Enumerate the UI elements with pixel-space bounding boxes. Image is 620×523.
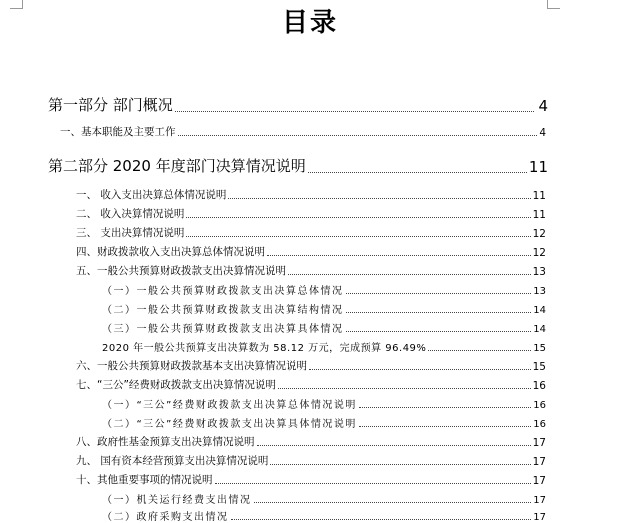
toc-page-number: 17 <box>532 456 546 468</box>
leader-dots <box>254 502 532 503</box>
leader-dots <box>288 274 531 275</box>
leader-dots <box>228 198 530 199</box>
toc-page-number: 15 <box>533 343 546 354</box>
toc-entry-part2[interactable] <box>48 156 548 176</box>
toc-entry[interactable] <box>76 205 546 221</box>
leader-dots <box>359 426 531 427</box>
toc-entry-label: 第一部分 部门概况 <box>48 96 173 114</box>
toc-entry[interactable] <box>60 123 546 139</box>
toc-page-number: 12 <box>532 247 546 259</box>
toc-page-number: 17 <box>533 512 546 523</box>
leader-dots <box>346 331 532 332</box>
toc-entry-label: 二、 收入决算情况说明 <box>76 208 185 220</box>
toc-subentry[interactable] <box>102 414 546 430</box>
leader-dots <box>346 293 532 294</box>
toc-entry-part1[interactable] <box>48 95 548 115</box>
leader-dots <box>186 217 530 218</box>
toc-page-number: 11 <box>528 158 548 176</box>
leader-dots <box>428 350 531 351</box>
toc-page-number: 16 <box>532 380 546 392</box>
toc-entry-label: 十、其他重要事项的情况说明 <box>76 474 213 486</box>
toc-page-number: 15 <box>532 361 546 373</box>
toc-subentry[interactable] <box>102 300 546 316</box>
toc-entry[interactable] <box>76 357 546 373</box>
toc-page-number: 13 <box>532 266 546 278</box>
toc-entry[interactable] <box>76 186 546 202</box>
toc-entry[interactable] <box>76 243 546 259</box>
toc-page-number: 17 <box>532 475 546 487</box>
toc-entry-label: （一）机关运行经费支出情况 <box>102 495 252 506</box>
toc-entry-label: 三、 支出决算情况说明 <box>76 227 185 239</box>
toc-entry-label: 六、一般公共预算财政拨款基本支出决算情况说明 <box>76 360 307 372</box>
toc-entry[interactable] <box>76 262 546 278</box>
toc-entry[interactable] <box>76 376 546 392</box>
toc-subentry[interactable] <box>102 395 546 411</box>
toc-entry-label: 一、 收入支出决算总体情况说明 <box>76 189 227 201</box>
toc-entry[interactable] <box>76 452 546 468</box>
toc-entry-label: 九、 国有资本经营预算支出决算情况说明 <box>76 455 269 467</box>
toc-entry-label: （二）一般公共预算财政拨款支出决算结构情况 <box>102 305 344 316</box>
toc-page-number: 16 <box>533 419 546 430</box>
toc-entry-label: （一）“三公”经费财政拨款支出决算总体情况说明 <box>102 400 357 411</box>
leader-dots <box>278 388 531 389</box>
leader-dots <box>267 255 531 256</box>
leader-dots <box>178 135 538 136</box>
toc-entry[interactable] <box>76 433 546 449</box>
toc-page-number: 11 <box>532 190 546 202</box>
toc-subentry[interactable] <box>102 281 546 297</box>
leader-dots <box>346 312 532 313</box>
toc-subentry[interactable] <box>102 319 546 335</box>
toc-page-number: 14 <box>533 324 546 335</box>
toc-entry[interactable] <box>76 471 546 487</box>
leader-dots <box>309 369 531 370</box>
toc-page-number: 16 <box>533 400 546 411</box>
toc-entry-label: 第二部分 2020 年度部门决算情况说明 <box>48 157 306 175</box>
toc-page-number: 13 <box>533 286 546 297</box>
toc-page-number: 11 <box>532 209 546 221</box>
toc-subentry[interactable] <box>102 338 546 354</box>
leader-dots <box>359 407 531 408</box>
leader-dots <box>186 236 530 237</box>
toc-entry-label: 七、“三公”经费财政拨款支出决算情况说明 <box>76 379 276 391</box>
toc-subentry[interactable] <box>102 490 546 506</box>
toc-entry-label: 八、政府性基金预算支出决算情况说明 <box>76 436 255 448</box>
leader-dots <box>257 445 531 446</box>
toc-page-number: 4 <box>539 127 546 139</box>
toc-entry-label: 2020 年一般公共预算支出决算数为 58.12 万元，完成预算 96.49% <box>102 343 427 354</box>
leader-dots <box>308 172 527 173</box>
toc-page-number: 17 <box>533 495 546 506</box>
toc-page-number: 14 <box>533 305 546 316</box>
toc-page-number: 4 <box>538 97 548 115</box>
toc-entry-label: （二）政府采购支出情况 <box>102 512 229 523</box>
toc-page-number: 17 <box>532 437 546 449</box>
toc-entry-label: 一、基本职能及主要工作 <box>60 126 176 138</box>
page-title: 目录 <box>281 8 338 38</box>
leader-dots <box>231 519 532 520</box>
toc-subentry[interactable] <box>102 507 546 523</box>
toc-entry-label: （二）“三公”经费财政拨款支出决算具体情况说明 <box>102 419 357 430</box>
toc-entry[interactable] <box>76 224 546 240</box>
leader-dots <box>270 464 530 465</box>
toc-entry-label: 四、财政拨款收入支出决算总体情况说明 <box>76 246 265 258</box>
toc-entry-label: 五、一般公共预算财政拨款支出决算情况说明 <box>76 265 286 277</box>
leader-dots <box>215 483 531 484</box>
toc-page-number: 12 <box>532 228 546 240</box>
toc-entry-label: （三）一般公共预算财政拨款支出决算具体情况 <box>102 324 344 335</box>
toc-entry-label: （一）一般公共预算财政拨款支出决算总体情况 <box>102 286 344 297</box>
leader-dots <box>175 111 534 112</box>
